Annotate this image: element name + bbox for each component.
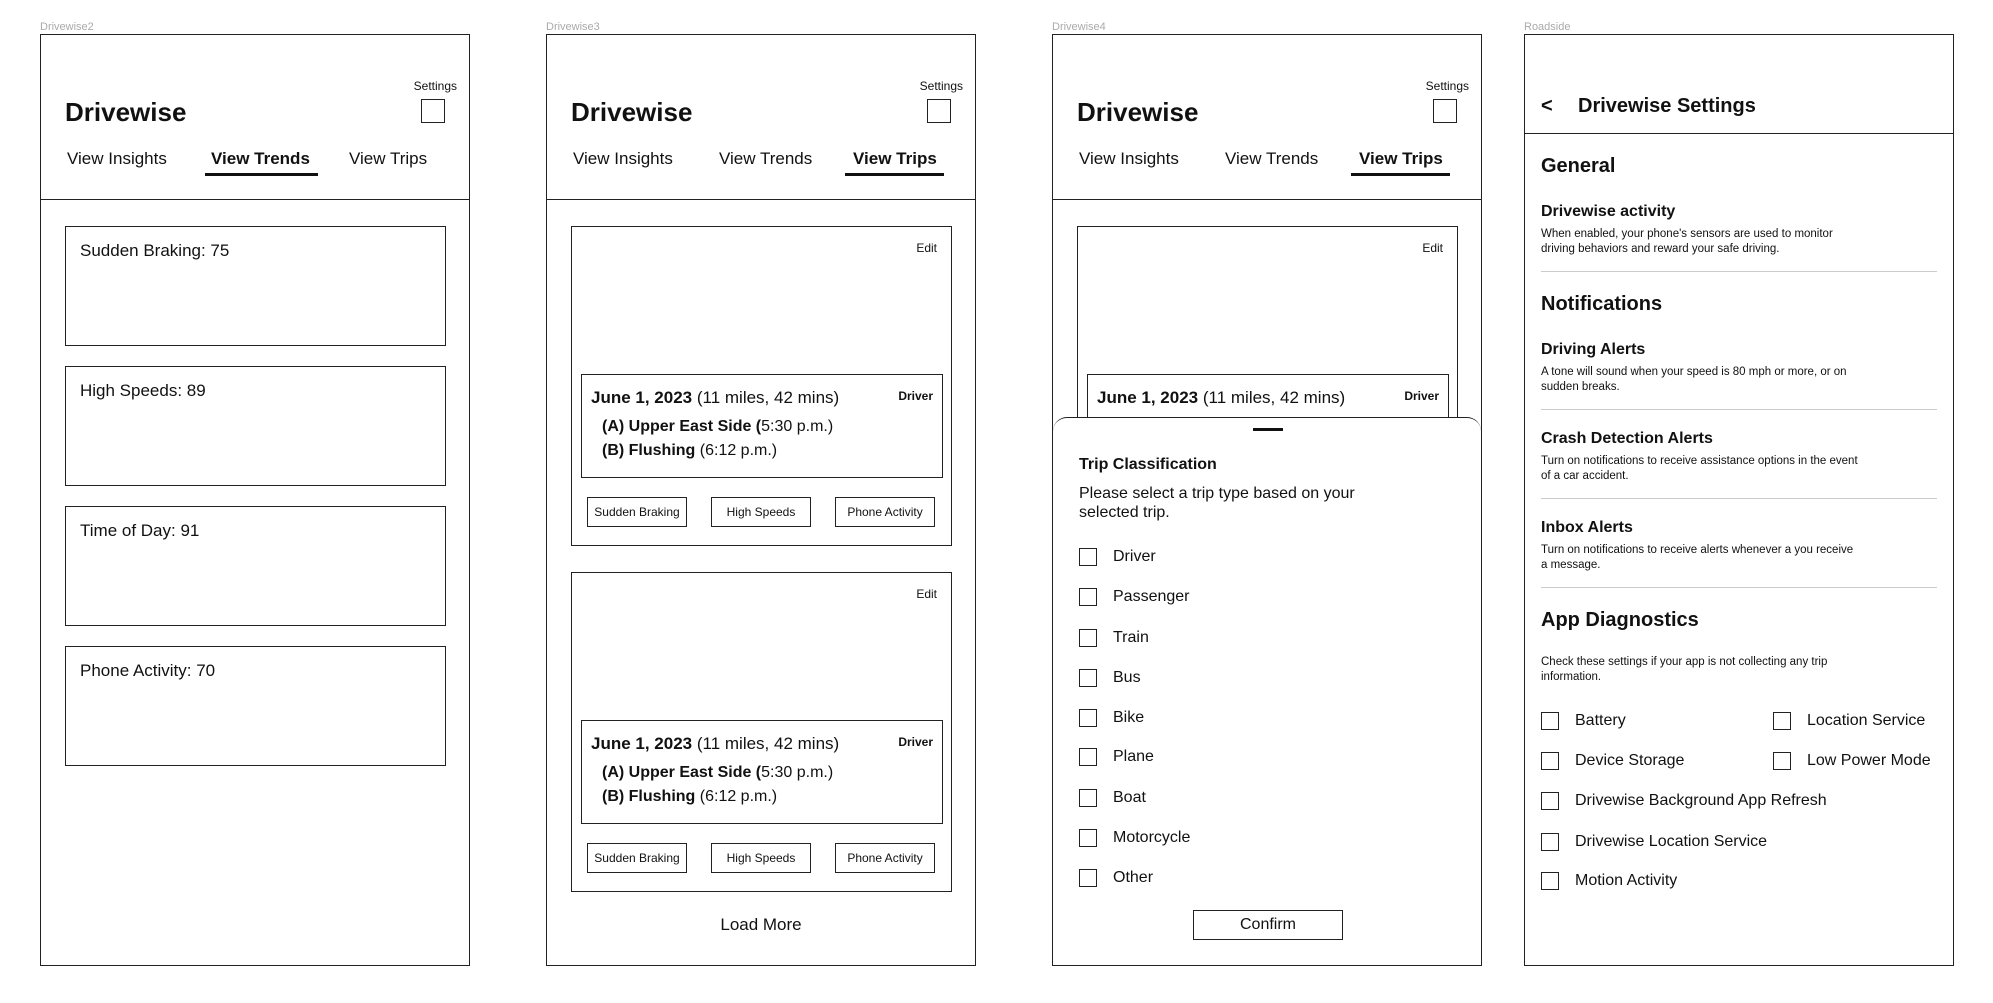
diag-motion-activity[interactable] <box>1541 872 1677 890</box>
option-driver[interactable] <box>1079 548 1156 566</box>
edit-link[interactable]: Edit <box>916 587 937 601</box>
start-time: 5:30 p.m.) <box>761 764 834 781</box>
crash-detection-alerts-title[interactable]: Crash Detection Alerts <box>1541 430 1713 447</box>
chip-sudden-braking[interactable]: Sudden Braking <box>587 497 687 527</box>
checkbox[interactable] <box>1773 752 1791 770</box>
option-label: Other <box>1113 869 1154 886</box>
trip-card[interactable] <box>571 572 952 892</box>
chip-phone-activity[interactable]: Phone Activity <box>835 843 935 873</box>
end-time: (6:12 p.m.) <box>699 788 778 805</box>
checkbox[interactable] <box>1079 829 1097 847</box>
trip-role: Driver <box>898 735 933 749</box>
option-passenger[interactable] <box>1079 588 1190 606</box>
checkbox[interactable] <box>1079 588 1097 606</box>
metric-label: Phone Activity: 70 <box>80 661 216 680</box>
checkbox[interactable] <box>1079 669 1097 687</box>
settings-screen <box>1524 34 1954 966</box>
option-label: Bike <box>1113 709 1145 726</box>
inbox-alerts-title[interactable]: Inbox Alerts <box>1541 519 1633 536</box>
tab-view-trends[interactable]: View Trends <box>211 149 310 168</box>
checkbox[interactable] <box>1541 712 1559 730</box>
tab-view-insights[interactable]: View Insights <box>1079 149 1179 168</box>
load-more-button[interactable]: Load More <box>720 915 802 934</box>
start-place: (A) Upper East Side ( <box>602 764 762 781</box>
end-place: (B) Flushing <box>602 788 696 805</box>
section-app-diagnostics-title: App Diagnostics <box>1541 609 1699 631</box>
active-tab-indicator <box>1351 173 1450 176</box>
page-title: Drivewise Settings <box>1578 95 1756 117</box>
metric-card[interactable] <box>65 226 446 346</box>
inbox-alerts-desc: Turn on notifications to receive alerts whenever a you receive a message. <box>1541 544 1854 571</box>
drivewise-activity-desc: When enabled, your phone's sensors are used to monitor driving behaviors and reward your safe driving. <box>1541 228 1833 255</box>
sheet-grabber[interactable] <box>1253 428 1283 431</box>
sheet-title: Trip Classification <box>1079 456 1217 473</box>
app-title: Drivewise <box>571 97 693 127</box>
option-motorcycle[interactable] <box>1079 829 1190 847</box>
trip-start <box>602 764 833 782</box>
end-time: (6:12 p.m.) <box>699 442 778 459</box>
sheet-description: Please select a trip type based on your selected trip. <box>1079 485 1355 521</box>
trips-screen <box>546 34 976 966</box>
checkbox[interactable] <box>1079 629 1097 647</box>
diag-battery[interactable] <box>1541 712 1626 730</box>
trip-end <box>602 788 777 806</box>
settings-label: Settings <box>1425 79 1469 93</box>
trip-date-value: June 1, 2023 <box>591 388 693 407</box>
divider <box>1541 271 1937 272</box>
tab-view-trips[interactable]: View Trips <box>1359 149 1443 168</box>
option-train[interactable] <box>1079 629 1149 647</box>
section-notifications-title: Notifications <box>1541 293 1663 315</box>
option-plane[interactable] <box>1079 748 1154 766</box>
section-general-title: General <box>1541 155 1616 177</box>
divider <box>1541 409 1937 410</box>
option-label: Boat <box>1113 789 1146 806</box>
trip-card[interactable] <box>571 226 952 546</box>
settings-button[interactable] <box>1433 99 1457 123</box>
settings-label: Settings <box>413 79 457 93</box>
trip-details <box>581 374 943 478</box>
settings-label: Settings <box>919 79 963 93</box>
trip-details <box>581 720 943 824</box>
trip-summary: (11 miles, 42 mins) <box>1202 388 1346 407</box>
app-title: Drivewise <box>65 97 187 127</box>
tab-view-insights[interactable]: View Insights <box>573 149 673 168</box>
option-label: Motorcycle <box>1113 829 1191 846</box>
divider <box>1541 587 1937 588</box>
trip-summary: (11 miles, 42 mins) <box>696 734 840 753</box>
frame-label: Drivewise4 <box>1052 21 1106 33</box>
option-label: Train <box>1113 629 1149 646</box>
diag-label: Device Storage <box>1575 752 1685 769</box>
checkbox[interactable] <box>1541 792 1559 810</box>
option-boat[interactable] <box>1079 789 1146 807</box>
trip-date-value: June 1, 2023 <box>591 734 693 753</box>
frame-label: Roadside <box>1524 21 1571 33</box>
metric-card[interactable] <box>65 646 446 766</box>
tab-view-insights[interactable]: View Insights <box>67 149 167 168</box>
metric-label: Sudden Braking: 75 <box>80 241 230 260</box>
diag-label: Drivewise Background App Refresh <box>1575 792 1827 809</box>
header-divider <box>1053 199 1481 200</box>
checkbox[interactable] <box>1079 869 1097 887</box>
metric-card[interactable] <box>65 366 446 486</box>
diag-label: Motion Activity <box>1575 872 1678 889</box>
option-label: Passenger <box>1113 588 1190 605</box>
start-place: (A) Upper East Side ( <box>602 418 762 435</box>
driving-alerts-desc: A tone will sound when your speed is 80 mph or more, or on sudden breaks. <box>1541 366 1847 393</box>
tab-view-trends[interactable]: View Trends <box>719 149 813 168</box>
trip-date <box>591 734 839 754</box>
driving-alerts-title[interactable]: Driving Alerts <box>1541 341 1646 358</box>
tab-view-trips[interactable]: View Trips <box>853 149 937 168</box>
option-label: Plane <box>1113 748 1154 765</box>
trends-screen <box>40 34 470 966</box>
end-place: (B) Flushing <box>602 442 696 459</box>
chip-high-speeds[interactable]: High Speeds <box>711 843 811 873</box>
trip-role: Driver <box>1404 389 1439 403</box>
frame-label: Drivewise2 <box>40 21 94 33</box>
metric-card[interactable] <box>65 506 446 626</box>
option-bike[interactable] <box>1079 709 1144 727</box>
chip-sudden-braking[interactable]: Sudden Braking <box>587 843 687 873</box>
diag-device-storage[interactable] <box>1541 752 1684 770</box>
trip-date <box>1097 388 1345 408</box>
checkbox[interactable] <box>1541 872 1559 890</box>
checkbox[interactable] <box>1079 548 1097 566</box>
checkbox[interactable] <box>1773 712 1791 730</box>
metric-label: High Speeds: 89 <box>80 381 206 400</box>
header-divider <box>1525 133 1953 134</box>
trip-classification-sheet <box>1053 417 1481 966</box>
chip-phone-activity[interactable]: Phone Activity <box>835 497 935 527</box>
app-diagnostics-desc: Check these settings if your app is not collecting any trip information. <box>1541 656 1828 683</box>
tab-view-trends[interactable]: View Trends <box>1225 149 1319 168</box>
chip-high-speeds[interactable]: High Speeds <box>711 497 811 527</box>
diag-label: Low Power Mode <box>1807 752 1931 769</box>
trip-role: Driver <box>898 389 933 403</box>
settings-button[interactable] <box>421 99 445 123</box>
back-icon[interactable]: < <box>1541 95 1553 117</box>
edit-link[interactable]: Edit <box>1422 241 1443 255</box>
trip-date-value: June 1, 2023 <box>1097 388 1199 407</box>
diag-label: Location Service <box>1807 712 1926 729</box>
confirm-button[interactable]: Confirm <box>1193 910 1343 940</box>
diag-low-power-mode[interactable] <box>1773 752 1931 770</box>
crash-detection-alerts-desc: Turn on notifications to receive assistance options in the event of a car accident. <box>1541 455 1858 482</box>
drivewise-activity-title[interactable]: Drivewise activity <box>1541 203 1676 220</box>
option-label: Bus <box>1113 669 1141 686</box>
checkbox[interactable] <box>1541 752 1559 770</box>
option-label: Driver <box>1113 548 1156 565</box>
diag-background-app-refresh[interactable] <box>1541 792 1827 810</box>
option-other[interactable] <box>1079 869 1153 887</box>
checkbox[interactable] <box>1079 789 1097 807</box>
frame-label: Drivewise3 <box>546 21 600 33</box>
edit-link[interactable]: Edit <box>916 241 937 255</box>
option-bus[interactable] <box>1079 669 1141 687</box>
diag-label: Battery <box>1575 712 1626 729</box>
start-time: 5:30 p.m.) <box>761 418 834 435</box>
diag-drivewise-location-service[interactable] <box>1541 833 1767 851</box>
trip-summary: (11 miles, 42 mins) <box>696 388 840 407</box>
diag-location-service[interactable] <box>1773 712 1925 730</box>
settings-button[interactable] <box>927 99 951 123</box>
header-divider <box>41 199 469 200</box>
classify-screen <box>1052 34 1482 966</box>
metric-label: Time of Day: 91 <box>80 521 200 540</box>
tab-view-trips[interactable]: View Trips <box>349 149 428 168</box>
trip-date <box>591 388 839 408</box>
diag-label: Drivewise Location Service <box>1575 833 1768 850</box>
trip-end <box>602 442 777 460</box>
checkbox[interactable] <box>1079 709 1097 727</box>
checkbox[interactable] <box>1079 748 1097 766</box>
checkbox[interactable] <box>1541 833 1559 851</box>
trip-start <box>602 418 833 436</box>
active-tab-indicator <box>845 173 944 176</box>
app-title: Drivewise <box>1077 97 1199 127</box>
active-tab-indicator <box>205 173 318 176</box>
header-divider <box>547 199 975 200</box>
divider <box>1541 498 1937 499</box>
